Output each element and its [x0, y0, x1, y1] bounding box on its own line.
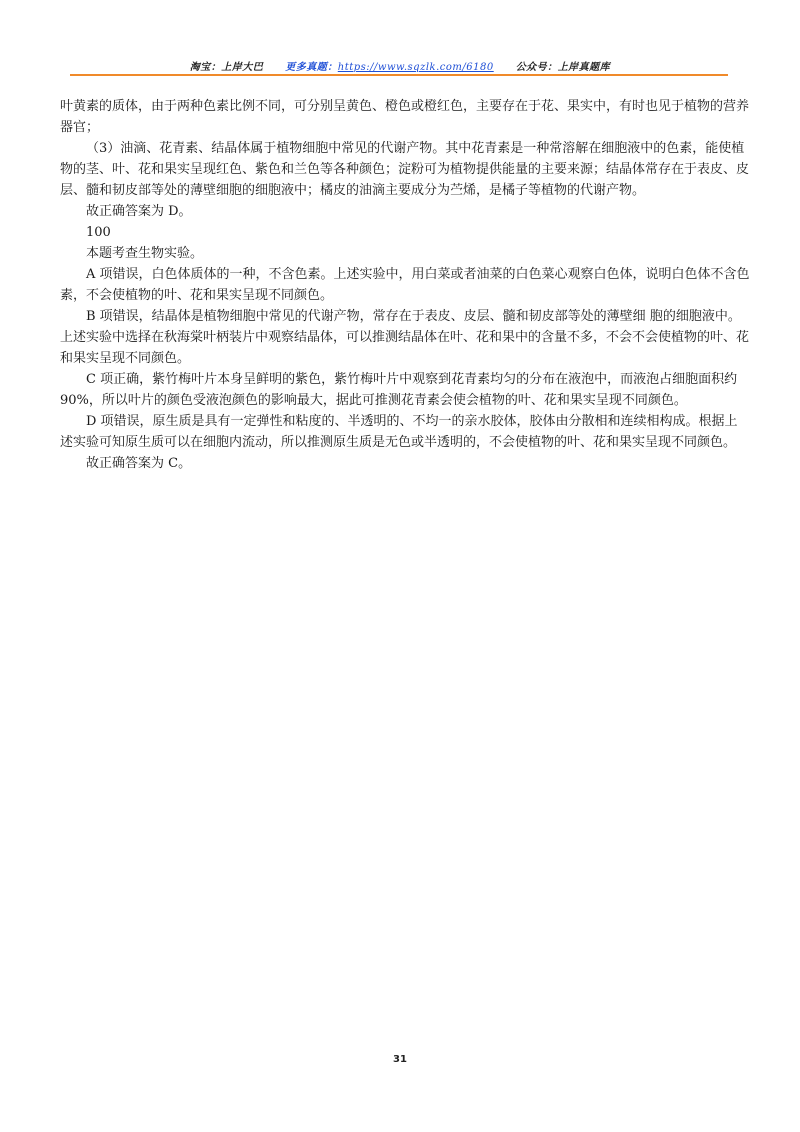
- paragraph: 故正确答案为 C。: [86, 456, 192, 471]
- paragraph: 本题考查生物实验。: [86, 246, 204, 261]
- page-header: [0, 58, 800, 73]
- paragraph: C 项正确，紫竹梅叶片本身呈鲜明的紫色，紫竹梅叶片中观察到花青素均匀的分布在液泡中，而液泡占细胞面积约 90%，所以叶片的颜色受液泡颜色的影响最大，据此可推测花青素会使会植物的叶、花和果实呈现不同颜色。: [60, 372, 738, 408]
- more-url-link[interactable]: https://www.sqzlk.com/6180: [337, 62, 494, 73]
- header-divider: [70, 74, 728, 76]
- page-number: 31: [393, 1054, 407, 1065]
- paragraph: 叶黄素的质体，由于两种色素比例不同，可分别呈黄色、橙色或橙红色，主要存在于花、果实中，有时也见于植物的营养器官；: [60, 99, 750, 135]
- paragraph: D 项错误，原生质是具有一定弹性和粘度的、半透明的、不均一的亲水胶体，胶体由分散相和连续相构成。根据上述实验可知原生质可以在细胞内流动，所以推测原生质是无色或半透明的，不会使植物的叶、花和果实呈现不同颜色。: [60, 414, 738, 450]
- wechat-label: 公众号：: [515, 62, 558, 73]
- wechat-name: 上岸真题库: [557, 62, 611, 73]
- document-body: [60, 96, 750, 474]
- paragraph: A 项错误，白色体质体的一种，不含色素。上述实验中，用白菜或者油菜的白色菜心观察白色体，说明白色体不含色素，不会使植物的叶、花和果实呈现不同颜色。: [60, 267, 750, 303]
- paragraph: （3）油滴、花青素、结晶体属于植物细胞中常见的代谢产物。其中花青素是一种常溶解在细胞液中的色素，能使植物的茎、叶、花和果实呈现红色、紫色和兰色等各种颜色；淀粉可为植物提供能量的主要来源；结晶体常存在于表皮、皮层、髓和韧皮部等处的薄壁细胞的细胞液中；橘皮的油滴主要成分为苎烯，是橘子等植物的代谢产物。: [60, 141, 750, 198]
- more-label: 更多真题：: [285, 62, 338, 73]
- paragraph: B 项错误，结晶体是植物细胞中常见的代谢产物，常存在于表皮、皮层、髓和韧皮部等处的薄壁细 胞的细胞液中。上述实验中选择在秋海棠叶柄装片中观察结晶体，可以推测结晶体在叶、花和果中的含量不多，不会不会使植物的叶、花和果实呈现不同颜色。: [60, 309, 750, 366]
- shop-label: 淘宝：: [189, 62, 222, 73]
- paragraph: 故正确答案为 D。: [86, 204, 192, 219]
- shop-name: 上岸大巴: [221, 62, 264, 73]
- paragraph: 100: [86, 225, 111, 240]
